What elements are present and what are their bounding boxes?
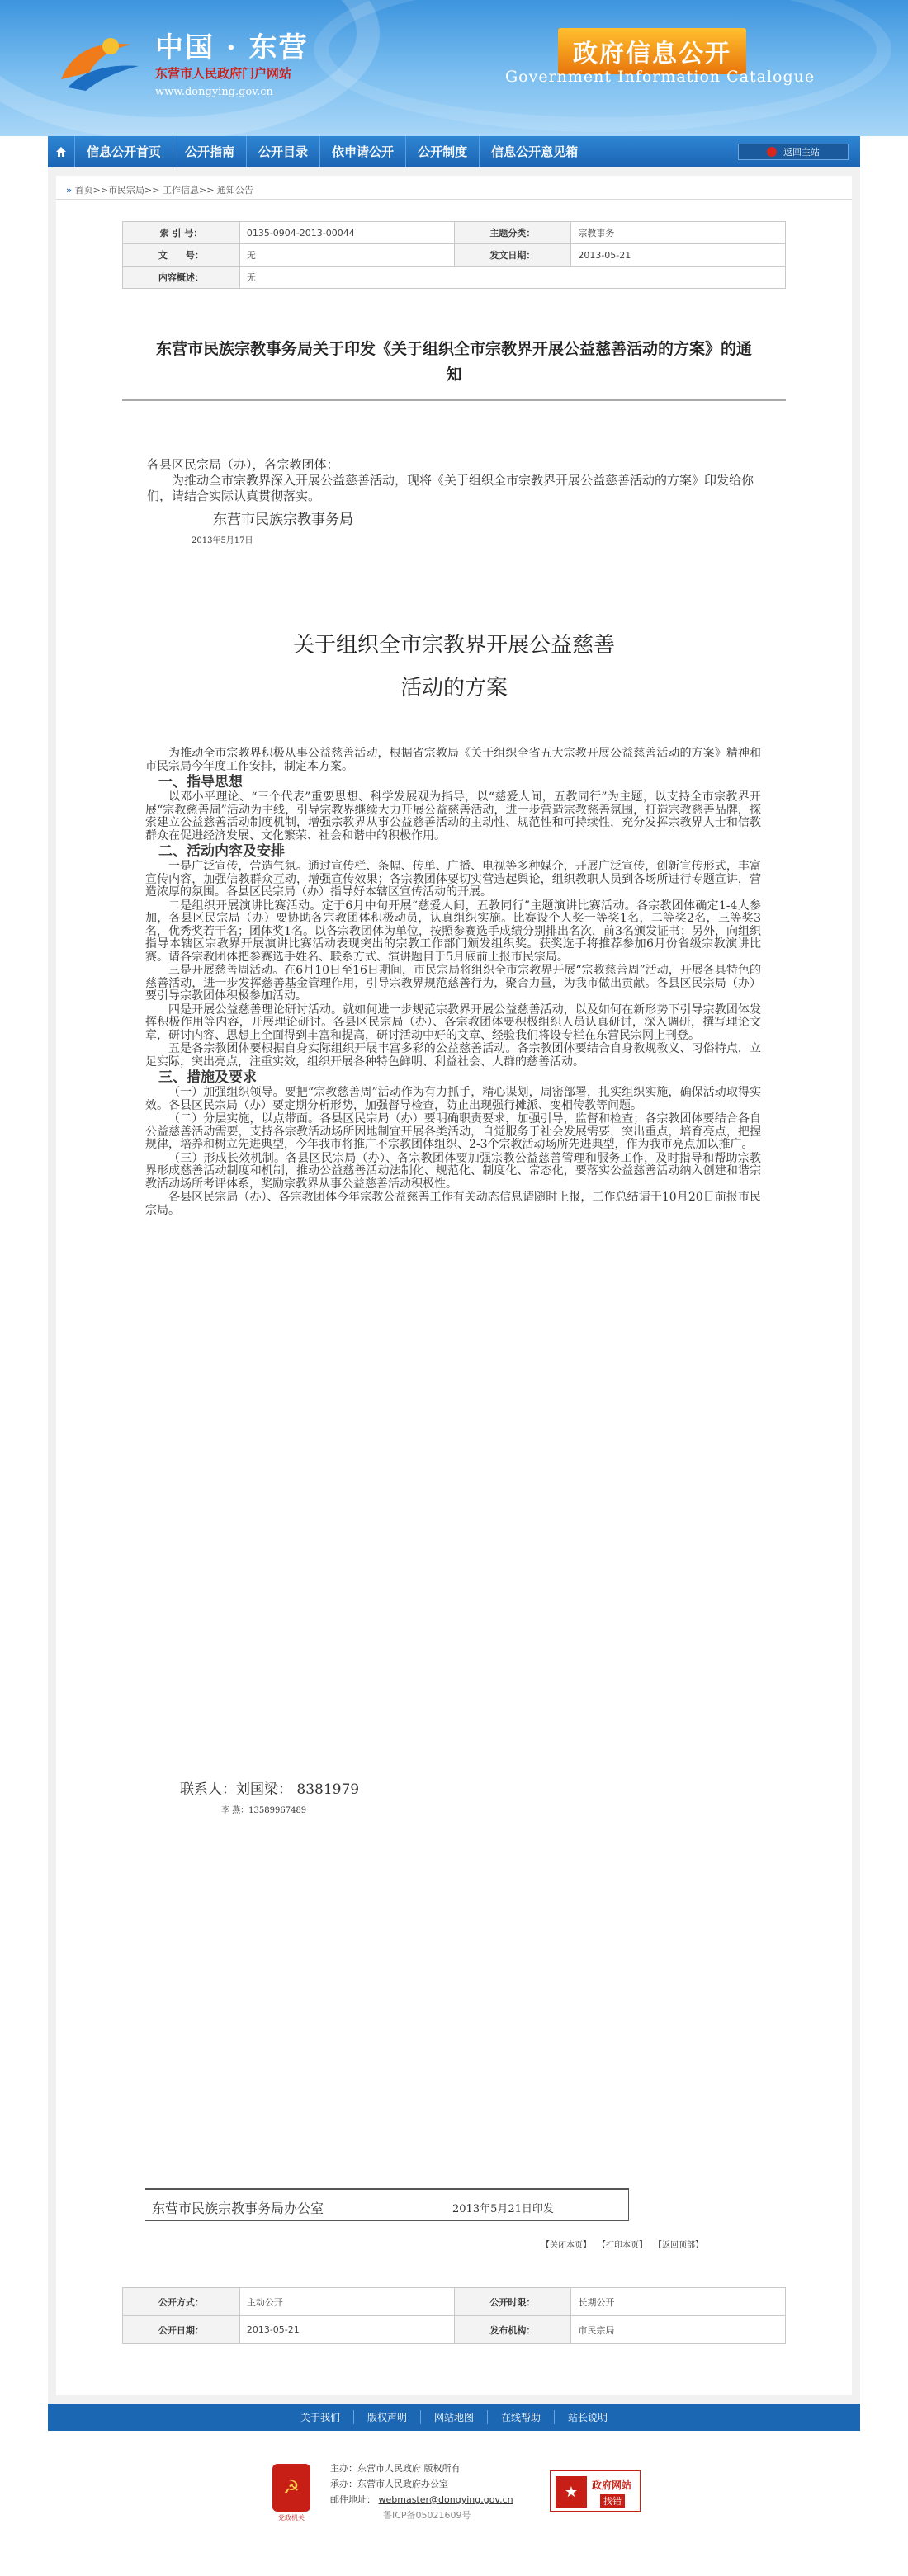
divider: [122, 399, 786, 401]
party-organ-badge-icon[interactable]: ☭: [272, 2464, 310, 2512]
city-logo-icon[interactable]: [53, 30, 145, 96]
meta-value: 2013-05-21: [239, 2316, 454, 2344]
plan-title: [206, 624, 702, 710]
footer-link-help[interactable]: 在线帮助: [487, 2410, 554, 2424]
plan-title-line1: 关于组织全市宗教界开展公益慈善: [292, 633, 615, 658]
main-nav: [48, 136, 860, 167]
contact-line: 李 燕：13589967489: [221, 1806, 307, 1815]
paragraph: （一）加强组织领导。要把“宗教慈善周”活动作为有力抓手，精心谋划，周密部署，扎实组织实施，确保活动取得实效。各县区民宗局（办）要定期分析形势，加强督导检查，防止出现强行摊派、变相传教等问题。: [145, 1086, 761, 1112]
meta-key: 公开方式：: [123, 2288, 240, 2316]
meta-value: 宗教事务: [571, 222, 786, 244]
breadcrumb[interactable]: [66, 183, 253, 196]
gov-site-error-badge[interactable]: [550, 2470, 641, 2512]
catalog-title: 政府信息公开: [558, 28, 746, 74]
paragraph: （二）分层实施，以点带面。各县区民宗局（办）要明确职责要求，加强引导，监督和检查；各宗教团体要结合各自公益慈善活动需要，支持各宗教活动场所因地制宜开展各类活动，自觉服务于社会发展需要，突出重点，培育亮点，把握规律，培养和树立先进典型，今年我市将推广不宗教团体组织、2-3个宗教活动场所先进典型，作为我市亮点加以推广。: [145, 1112, 761, 1151]
meta-key: 文 号：: [123, 244, 240, 267]
site-url: www.dongying.gov.cn: [155, 86, 273, 98]
emblem-icon: [767, 147, 777, 157]
page-links: [541, 2238, 703, 2250]
footer-email-row: [330, 2492, 513, 2508]
header-banner: [0, 0, 908, 136]
site-title[interactable]: 中国 · 东营: [155, 31, 309, 64]
table-row: [123, 244, 786, 267]
email-link[interactable]: webmaster@dongying.gov.cn: [378, 2494, 513, 2505]
breadcrumb-arrow-icon: »: [66, 185, 73, 196]
paragraph: 为推动全市宗教界积极从事公益慈善活动，根据省宗教局《关于组织全省五大宗教开展公益慈善活动的方案》精神和市民宗局今年度工作安排，制定本方案。: [145, 747, 761, 773]
section-heading: 一、指导思想: [158, 774, 243, 790]
footer-link-webmaster[interactable]: 站长说明: [554, 2410, 621, 2424]
footer-undertaker: 承办：东营市人民政府办公室: [330, 2479, 448, 2489]
paragraph: （三）形成长效机制。各县区民宗局（办）、各宗教团体要加强宗教公益慈善管理和服务工作，及时指导和帮助宗教界形成慈善活动制度和机制，推动公益慈善活动法制化、规范化、制度化、常态化，要落实公益慈善活动纳入创建和谐宗教活动场所考评体系，奖励宗教界从事公益慈善活动积极性。: [145, 1151, 761, 1191]
home-icon[interactable]: [48, 136, 74, 167]
nav-item-guide[interactable]: 公开指南: [173, 136, 246, 167]
meta-key: 内容概述：: [123, 267, 240, 289]
nav-item-home[interactable]: 信息公开首页: [74, 136, 173, 167]
footer-nav: [48, 2404, 860, 2431]
letter-date: 2013年5月17日: [192, 536, 253, 545]
meta-value: 无: [239, 244, 454, 267]
nav-item-feedback[interactable]: 信息公开意见箱: [479, 136, 589, 167]
footer-link-about[interactable]: 关于我们: [300, 2412, 340, 2423]
letter-greeting: 各县区民宗局（办），各宗教团体：: [147, 457, 339, 472]
paragraph: 五是各宗教团体要根据自身实际组织开展丰富多彩的公益慈善活动。各宗教团体要结合自身教规教义、习俗特点，立足实际，突出亮点，注重实效，组织开展各种特色鲜明、利益社会、人群的慈善活动。: [145, 1042, 761, 1069]
nav-item-catalog[interactable]: 公开目录: [246, 136, 319, 167]
email-label: 邮件地址：: [330, 2494, 376, 2505]
back-to-main-button[interactable]: [738, 144, 849, 160]
meta-value: 无: [239, 267, 785, 289]
party-organ-label: 党政机关: [278, 2514, 305, 2522]
contact-info: [180, 1777, 359, 1815]
close-page-link[interactable]: 【关闭本页】: [541, 2241, 591, 2250]
footer-link-sitemap[interactable]: 网站地图: [420, 2410, 487, 2424]
plan-body: [145, 748, 761, 1218]
contact-line: 联系人：刘国梁： 8381979: [180, 1781, 360, 1798]
paragraph: 二是组织开展演讲比赛活动。定于6月中旬开展“慈爱人间，五教同行”主题演讲比赛活动。各宗教团体确定1-4人参加，各县区民宗局（办）要协助各宗教团体积极动员，认真组织实施。比赛设个人奖一等奖1名，二等奖2名，三等奖3名，优秀奖若干名；团体奖1名。以各宗教团体为单位，按照参赛选手成绩分别排出名次，前3名颁发证书；另外，向组织指导本辖区宗教界开展演讲比赛活动表现突出的宗教工作部门颁发组织奖。获奖选手将推荐参加6月份省级宗教演讲比赛。请各宗教团体把参赛选手姓名、联系方式、演讲题目于5月底前上报市民宗局。: [145, 899, 761, 964]
meta-table-bottom: [122, 2287, 786, 2344]
meta-value: 0135-0904-2013-00044: [239, 222, 454, 244]
print-date: 2013年5月21日印发: [452, 2203, 554, 2215]
paragraph: 以邓小平理论、“三个代表”重要思想、科学发展观为指导，以“慈爱人间，五教同行”为主题，以支持全市宗教界开展“宗教慈善周”活动为主线，引导宗教界继续大力开展公益慈善活动，进一步营造宗教慈善氛围，打造宗教慈善品牌，探索建立公益慈善活动制度机制，增强宗教界从事公益慈善活动的主动性、规范性和可持续性，充分发挥宗教界人士和信教群众在促进经济发展、文化繁荣、社会和谐中的积极作用。: [145, 790, 761, 842]
print-page-link[interactable]: 【打印本页】: [598, 2241, 647, 2250]
letter-body: 为推动全市宗教界深入开展公益慈善活动，现将《关于组织全市宗教界开展公益慈善活动的方案》印发给你们，请结合实际认真贯彻落实。: [147, 473, 754, 503]
site-footer: [0, 2431, 908, 2576]
issue-footer: [145, 2188, 629, 2221]
nav-item-system[interactable]: 公开制度: [405, 136, 479, 167]
paragraph: 三是开展慈善周活动。在6月10日至16日期间，市民宗局将组织全市宗教界开展“宗教慈善周”活动，开展各具特色的慈善活动，进一步发挥慈善基金管理作用，引导宗教界规范慈善行为，聚合力量，为我市做出贡献。各县区民宗局（办）要引导宗教团体积极参加活动。: [145, 964, 761, 1003]
document-title: 东营市民族宗教事务局关于印发《关于组织全市宗教界开展公益慈善活动的方案》的通知: [155, 340, 752, 384]
cover-letter: [147, 457, 761, 549]
table-row: [123, 2316, 786, 2344]
icp-number[interactable]: 鲁ICP备05021609号: [383, 2510, 471, 2521]
section-heading: 三、措施及要求: [158, 1069, 257, 1086]
paragraph: 各县区民宗局（办）、各宗教团体今年宗教公益慈善工作有关动态信息请随时上报，工作总结请于10月20日前报市民宗局。: [145, 1191, 761, 1217]
site-subtitle: 东营市人民政府门户网站: [155, 66, 292, 81]
meta-value: 2013-05-21: [571, 244, 786, 267]
meta-table-top: [122, 221, 786, 289]
plan-title-line2: 活动的方案: [400, 676, 508, 701]
paragraph: 四是开展公益慈善理论研讨活动。就如何进一步规范宗教界开展公益慈善活动，以及如何在新形势下引导宗教团体发挥积极作用等内容，开展理论研讨。各县区民宗局（办）、各宗教团体要积极组织人员认真研讨，深入调研，撰写理论文章，研讨内容、思想上全面得到丰富和提高，研讨活动中好的文章、经验我们将设专栏在东营民宗网上刊登。: [145, 1003, 761, 1042]
star-icon: ★: [556, 2476, 587, 2508]
letter-signature: 东营市民族宗教事务局: [213, 512, 353, 528]
meta-value: 长期公开: [571, 2288, 786, 2316]
issuer: 东营市民族宗教事务局办公室: [152, 2201, 324, 2216]
gov-badge-title: 政府网站: [592, 2479, 632, 2491]
breadcrumb-text[interactable]: 首页>>市民宗局>> 工作信息>> 通知公告: [74, 185, 253, 196]
table-row: [123, 2288, 786, 2316]
footer-host: 主办：东营市人民政府 版权所有: [330, 2463, 461, 2474]
table-row: [123, 222, 786, 244]
meta-value: 市民宗局: [571, 2316, 786, 2344]
meta-key: 发文日期：: [454, 244, 571, 267]
paragraph: 一是广泛宣传，营造气氛。通过宣传栏、条幅、传单、广播、电视等多种媒介，开展广泛宣传，创新宣传形式，丰富宣传内容，加强信教群众互动，增强宣传效果；各宗教团体要切实营造起舆论，组织教职人员到各场所进行专题宣讲，营造浓厚的氛围。各县区民宗局（办）指导好本辖区宣传活动的开展。: [145, 860, 761, 899]
meta-key: 索 引 号：: [123, 222, 240, 244]
footer-link-copyright[interactable]: 版权声明: [353, 2410, 420, 2424]
table-row: [123, 267, 786, 289]
back-label: 返回主站: [783, 147, 820, 158]
meta-key: 发布机构：: [454, 2316, 571, 2344]
gov-badge-action: 找错: [600, 2494, 625, 2508]
footer-info: [330, 2460, 513, 2523]
meta-key: 公开时限：: [454, 2288, 571, 2316]
catalog-subtitle: Government Information Catalogue: [505, 68, 816, 86]
back-to-top-link[interactable]: 【返回顶部】: [654, 2241, 703, 2250]
meta-key: 主题分类：: [454, 222, 571, 244]
divider: [56, 199, 852, 200]
section-heading: 二、活动内容及安排: [158, 843, 285, 860]
meta-key: 公开日期：: [123, 2316, 240, 2344]
nav-item-apply[interactable]: 依申请公开: [319, 136, 405, 167]
meta-value: 主动公开: [239, 2288, 454, 2316]
